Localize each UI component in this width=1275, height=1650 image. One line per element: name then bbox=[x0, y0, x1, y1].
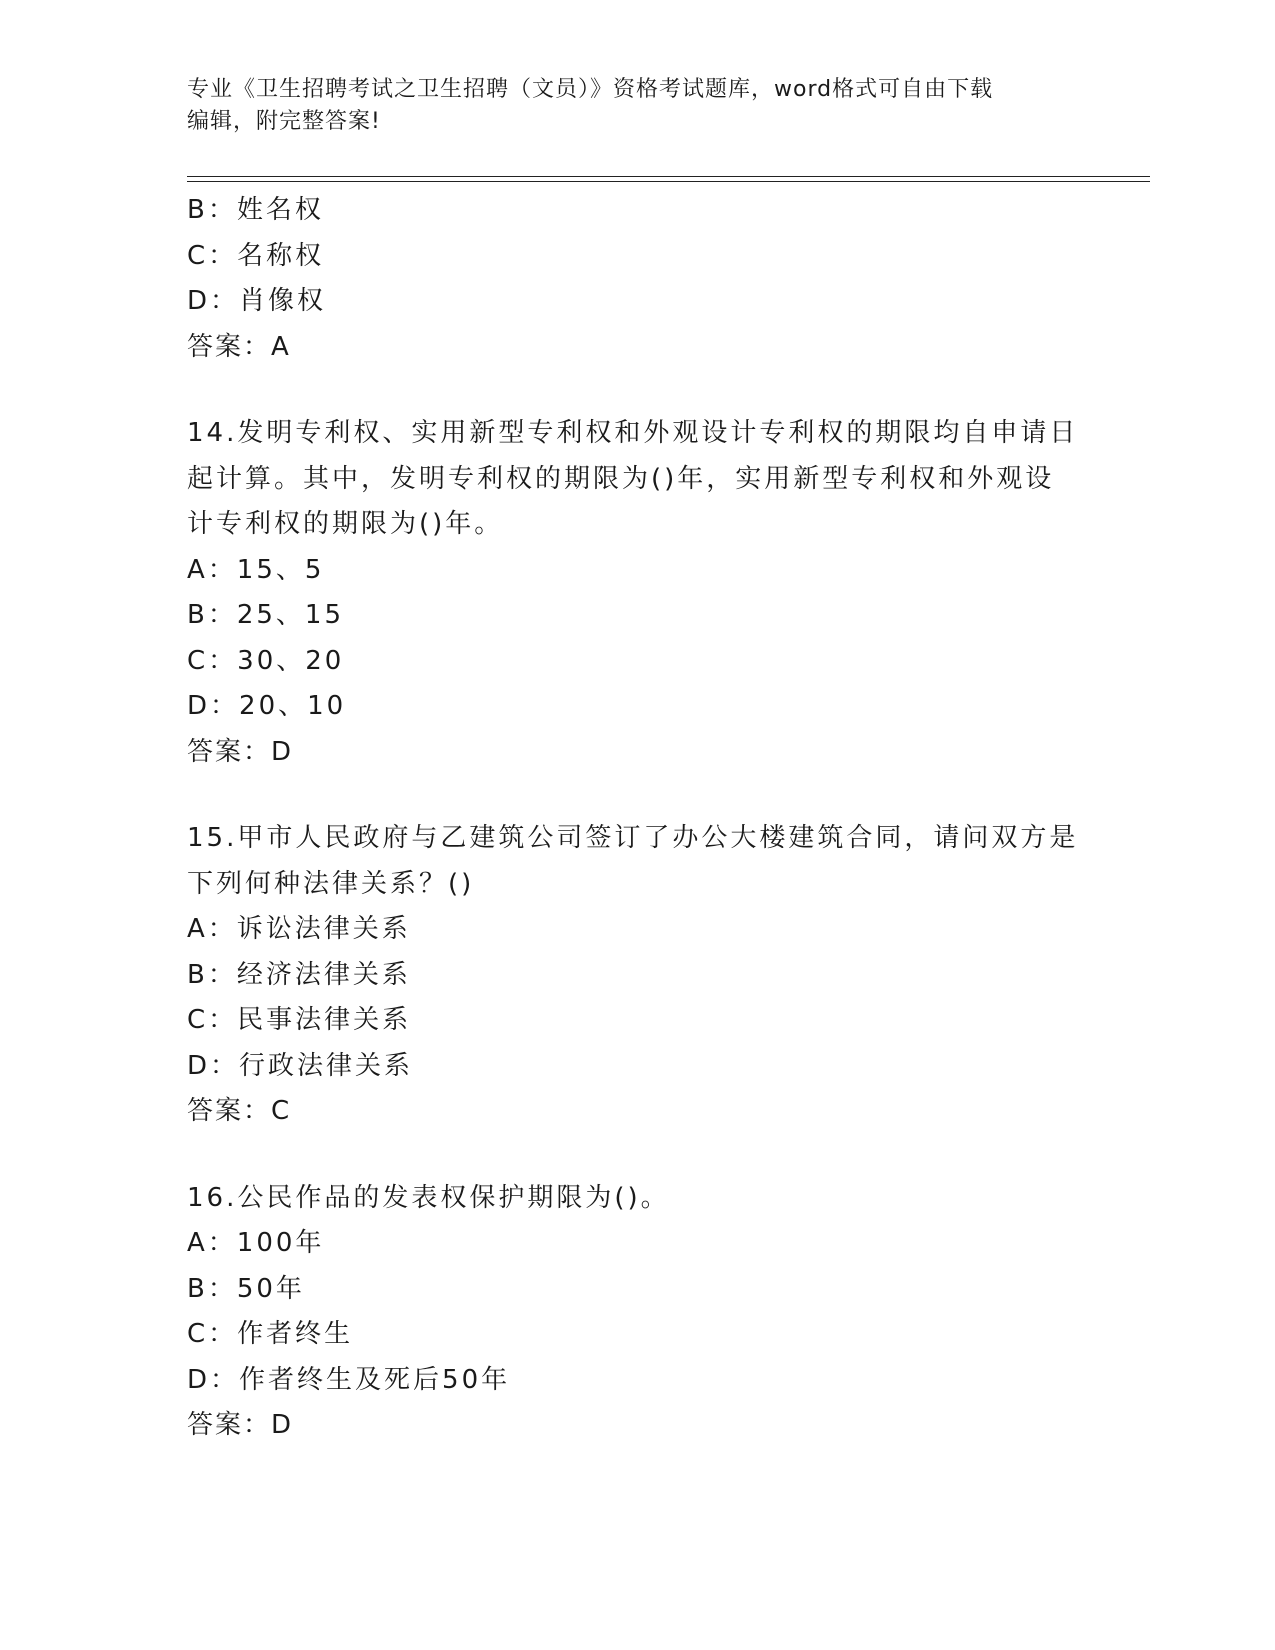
question-13-fragment bbox=[187, 188, 1087, 370]
option-b: B：经济法律关系 bbox=[187, 959, 411, 990]
option-a: A：100年 bbox=[187, 1228, 325, 1258]
option-c: C：民事法律关系 bbox=[187, 1005, 412, 1035]
question-16 bbox=[187, 1176, 1087, 1449]
option-c: C：名称权 bbox=[187, 240, 325, 271]
question-15 bbox=[187, 816, 1087, 1135]
option-c: C：作者终生 bbox=[187, 1319, 354, 1349]
question-stem: 下列何种法律关系？() bbox=[187, 868, 475, 899]
option-d: D：肖像权 bbox=[187, 286, 327, 316]
question-14 bbox=[187, 411, 1087, 775]
option-a: A：诉讼法律关系 bbox=[187, 914, 411, 944]
option-a: A：15、5 bbox=[187, 554, 325, 585]
option-c: C：30、20 bbox=[187, 645, 345, 676]
option-b: B：姓名权 bbox=[187, 195, 324, 225]
header-divider-bottom bbox=[187, 181, 1150, 182]
option-d: D：20、10 bbox=[187, 691, 347, 721]
question-list bbox=[187, 188, 1087, 1449]
question-stem: 计专利权的期限为()年。 bbox=[187, 509, 504, 539]
answer: 答案：A bbox=[187, 331, 291, 362]
question-stem: 14.发明专利权、实用新型专利权和外观设计专利权的期限均自申请日 bbox=[187, 418, 1079, 448]
answer: 答案：D bbox=[187, 736, 294, 767]
question-stem: 16.公民作品的发表权保护期限为()。 bbox=[187, 1182, 670, 1213]
option-d: D：行政法律关系 bbox=[187, 1050, 414, 1081]
question-stem: 15.甲市人民政府与乙建筑公司签订了办公大楼建筑合同，请问双方是 bbox=[187, 823, 1079, 853]
header-line-2: 编辑，附完整答案! bbox=[187, 109, 381, 134]
option-d: D：作者终生及死后50年 bbox=[187, 1364, 511, 1395]
answer: 答案：C bbox=[187, 1096, 292, 1126]
option-b: B：50年 bbox=[187, 1273, 305, 1304]
option-b: B：25、15 bbox=[187, 600, 345, 630]
document-header bbox=[187, 74, 1067, 138]
answer: 答案：D bbox=[187, 1410, 294, 1440]
header-line-1: 专业《卫生招聘考试之卫生招聘（文员）》资格考试题库，word格式可自由下载 bbox=[187, 77, 994, 102]
header-divider-top bbox=[187, 176, 1150, 177]
question-stem: 起计算。其中，发明专利权的期限为()年，实用新型专利权和外观设 bbox=[187, 463, 1055, 494]
